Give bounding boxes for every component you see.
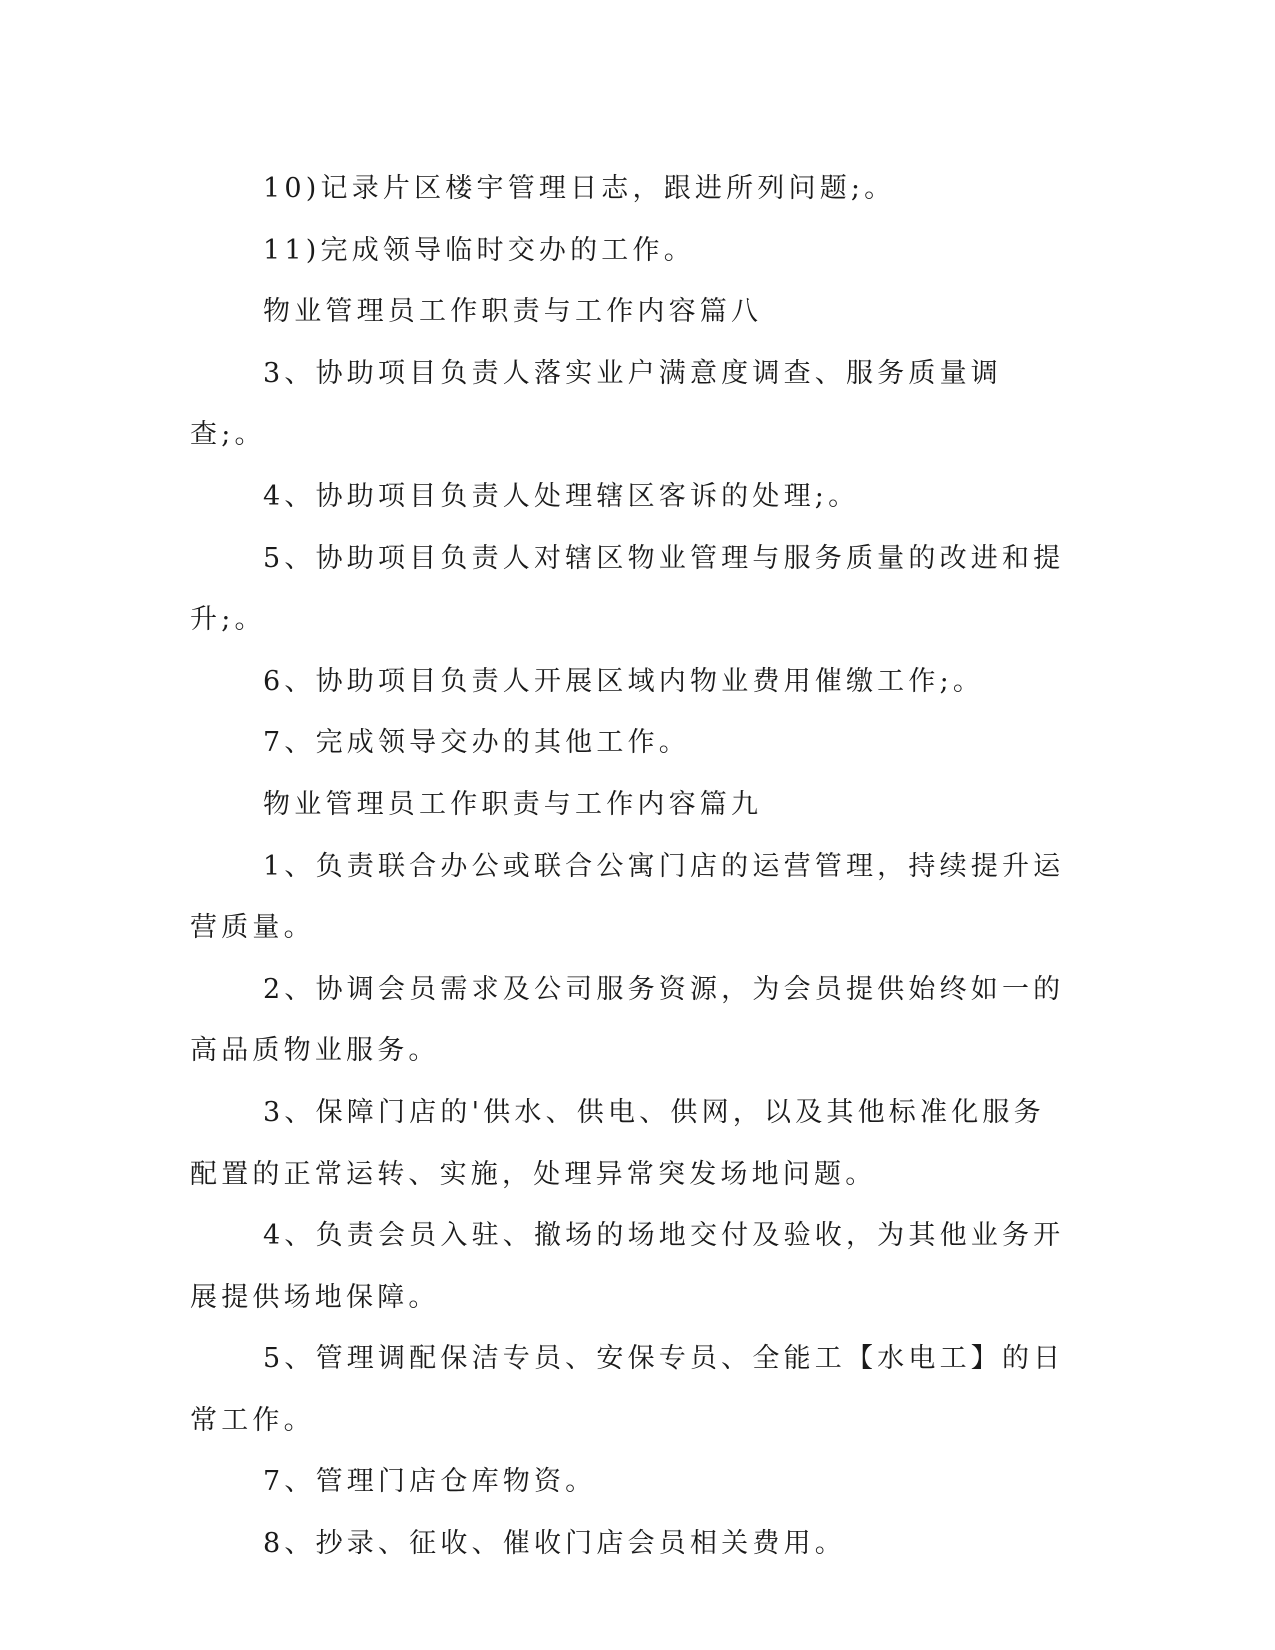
paragraph-item-3: 3、协助项目负责人落实业户满意度调查、服务质量调查;。: [190, 357, 1002, 451]
section-heading-9: 物业管理员工作职责与工作内容篇九: [263, 788, 763, 820]
paragraph-item-4b: 4、负责会员入驻、撤场的场地交付及验收，为其他业务开展提供场地保障。: [190, 1220, 1065, 1313]
paragraph-item-7b: 7、管理门店仓库物资。: [263, 1466, 597, 1498]
section-heading-8: 物业管理员工作职责与工作内容篇八: [263, 296, 763, 328]
paragraph-item-5b: 5、管理调配保洁专员、安保专员、全能工【水电工】的日常工作。: [190, 1343, 1065, 1436]
paragraph-item-1: 1、负责联合办公或联合公寓门店的运营管理，持续提升运营质量。: [190, 850, 1065, 944]
paragraph-item-10: 10)记录片区楼宇管理日志，跟进所列问题;。: [263, 173, 896, 204]
paragraph-item-7: 7、完成领导交办的其他工作。: [263, 727, 690, 759]
paragraph-item-3b: 3、保障门店的'供水、供电、供网，以及其他标准化服务配置的正常运转、实施，处理异常突发场地问题。: [190, 1096, 1045, 1190]
paragraph-item-4: 4、协助项目负责人处理辖区客诉的处理;。: [263, 480, 860, 512]
document-body: [190, 158, 1070, 1575]
paragraph-item-11: 11)完成领导临时交办的工作。: [263, 234, 695, 266]
paragraph-item-8: 8、抄录、征收、催收门店会员相关费用。: [263, 1528, 846, 1560]
paragraph-item-2: 2、协调会员需求及公司服务资源，为会员提供始终如一的高品质物业服务。: [190, 973, 1065, 1067]
paragraph-item-5: 5、协助项目负责人对辖区物业管理与服务质量的改进和提升;。: [190, 542, 1065, 636]
paragraph-item-6: 6、协助项目负责人开展区域内物业费用催缴工作;。: [263, 665, 985, 697]
